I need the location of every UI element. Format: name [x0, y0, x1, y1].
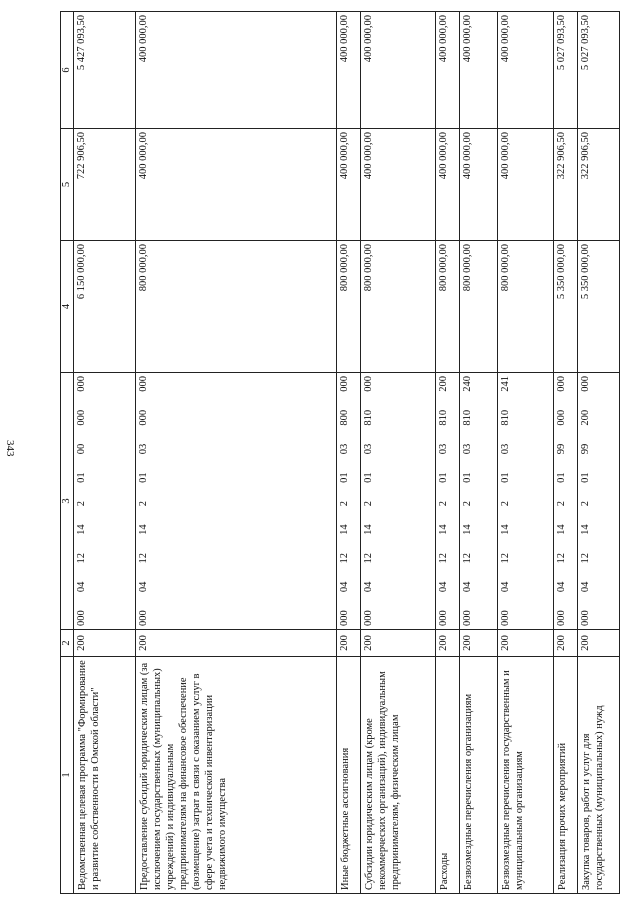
code-part: 000 [556, 409, 568, 426]
code-part: 000 [338, 376, 350, 392]
row-grbs: 200 [497, 630, 553, 657]
header-col-2: 2 [61, 630, 74, 657]
code-part: 03 [338, 443, 350, 455]
table-row [497, 12, 553, 894]
code-part: 14 [580, 524, 592, 535]
row-code [460, 373, 498, 630]
table-row [436, 12, 460, 894]
code-part: 2 [76, 501, 87, 507]
row-value-5: 400 000,00 [460, 129, 498, 241]
row-value-4: 800 000,00 [497, 241, 553, 373]
code-part: 01 [137, 472, 149, 483]
row-value-6: 400 000,00 [436, 12, 460, 129]
code-part: 04 [499, 581, 511, 593]
code-part: 2 [556, 501, 568, 507]
code-part: 810 [462, 409, 474, 426]
code-part: 01 [76, 472, 87, 483]
code-part: 03 [499, 443, 511, 455]
code-part: 800 [338, 409, 350, 426]
row-value-6: 5 027 093,50 [578, 12, 620, 129]
header-col-1: 1 [61, 657, 74, 894]
code-part: 810 [499, 409, 511, 426]
code-part: 000 [580, 610, 592, 626]
row-name: Иные бюджетные ассигнования [336, 657, 360, 894]
header-col-6: 6 [61, 12, 74, 129]
code-part: 04 [76, 581, 87, 593]
code-part: 12 [438, 553, 450, 564]
code-part: 000 [137, 610, 149, 626]
header-row [61, 12, 74, 894]
code-part: 12 [338, 553, 350, 564]
code-part: 2 [580, 501, 592, 507]
row-value-5: 400 000,00 [436, 129, 460, 241]
code-part: 000 [438, 610, 450, 626]
row-value-5: 400 000,00 [497, 129, 553, 241]
row-value-4: 800 000,00 [460, 241, 498, 373]
row-value-4: 800 000,00 [436, 241, 460, 373]
code-part: 04 [462, 581, 474, 593]
code-part: 14 [76, 524, 87, 535]
code-part: 241 [499, 376, 511, 392]
row-grbs: 200 [554, 630, 578, 657]
code-part: 04 [556, 581, 568, 593]
code-part: 12 [137, 553, 149, 564]
code-part: 000 [363, 376, 375, 392]
row-value-5: 400 000,00 [336, 129, 360, 241]
code-part: 01 [363, 472, 375, 483]
code-part: 14 [137, 524, 149, 535]
table-row [578, 12, 620, 894]
row-grbs: 200 [135, 630, 336, 657]
table-row [361, 12, 436, 894]
row-name: Закупка товаров, работ и услуг для государственных (муниципальных) нужд [578, 657, 620, 894]
row-value-6: 400 000,00 [460, 12, 498, 129]
code-part: 12 [499, 553, 511, 564]
code-part: 14 [499, 524, 511, 535]
code-part: 14 [462, 524, 474, 535]
row-grbs: 200 [578, 630, 620, 657]
code-part: 99 [556, 443, 568, 455]
row-grbs: 200 [74, 630, 136, 657]
row-grbs: 200 [460, 630, 498, 657]
code-part: 000 [580, 376, 592, 392]
code-part: 2 [438, 501, 450, 507]
row-value-6: 400 000,00 [361, 12, 436, 129]
code-part: 04 [580, 581, 592, 593]
code-part: 01 [438, 472, 450, 483]
code-part: 2 [462, 501, 474, 507]
row-code [554, 373, 578, 630]
row-name: Субсидии юридическим лицам (кроме некоммерческих организаций), индивидуальным предпринимателям, физическим лицам [361, 657, 436, 894]
code-part: 01 [580, 472, 592, 483]
code-part: 12 [580, 553, 592, 564]
row-grbs: 200 [436, 630, 460, 657]
code-part: 12 [363, 553, 375, 564]
code-part: 14 [556, 524, 568, 535]
code-part: 12 [76, 553, 87, 564]
row-value-6: 400 000,00 [336, 12, 360, 129]
header-col-5: 5 [61, 129, 74, 241]
code-part: 01 [499, 472, 511, 483]
row-value-4: 5 350 000,00 [554, 241, 578, 373]
code-part: 2 [338, 501, 350, 507]
budget-table [60, 11, 620, 894]
code-part: 03 [438, 443, 450, 455]
code-part: 000 [338, 610, 350, 626]
code-part: 000 [556, 610, 568, 626]
code-part: 000 [363, 610, 375, 626]
row-value-4: 5 350 000,00 [578, 241, 620, 373]
table-row [336, 12, 360, 894]
code-part: 14 [338, 524, 350, 535]
code-part: 04 [438, 581, 450, 593]
code-part: 000 [76, 409, 87, 426]
row-name: Реализация прочих мероприятий [554, 657, 578, 894]
row-value-6: 5 427 093,50 [74, 12, 136, 129]
code-part: 000 [76, 376, 87, 392]
code-part: 810 [438, 409, 450, 426]
code-part: 2 [363, 501, 375, 507]
row-value-5: 322 906,50 [554, 129, 578, 241]
code-part: 000 [556, 376, 568, 392]
code-part: 01 [338, 472, 350, 483]
code-part: 240 [462, 376, 474, 392]
row-code [436, 373, 460, 630]
code-part: 200 [438, 376, 450, 392]
row-value-5: 322 906,50 [578, 129, 620, 241]
row-code [361, 373, 436, 630]
row-value-4: 6 150 000,00 [74, 241, 136, 373]
row-value-5: 722 906,50 [74, 129, 136, 241]
code-part: 01 [462, 472, 474, 483]
row-grbs: 200 [361, 630, 436, 657]
row-value-4: 800 000,00 [135, 241, 336, 373]
row-code [578, 373, 620, 630]
code-part: 04 [137, 581, 149, 593]
code-part: 04 [363, 581, 375, 593]
header-col-4: 4 [61, 241, 74, 373]
code-part: 000 [76, 610, 87, 626]
code-part: 99 [580, 443, 592, 455]
code-part: 03 [137, 443, 149, 455]
code-part: 200 [580, 409, 592, 426]
row-name: Предоставление субсидий юридическим лицам (за исключением государственных (муниципальных) учреждений) и индивидуальным предпринимателям на финансовое обеспечение (возмещение) затрат в связи с оказанием услуг в сфере учета и технической инвентаризации недвижимого имущества [135, 657, 336, 894]
row-name: Ведомственная целевая программа "Формирование и развитие собственности в Омской области" [74, 657, 136, 894]
row-code [497, 373, 553, 630]
row-code [135, 373, 336, 630]
code-part: 01 [556, 472, 568, 483]
table-row [554, 12, 578, 894]
row-value-4: 800 000,00 [336, 241, 360, 373]
row-grbs: 200 [336, 630, 360, 657]
table-row [460, 12, 498, 894]
row-name: Безвозмездные перечисления государственным и муниципальным организациям [497, 657, 553, 894]
row-value-6: 400 000,00 [497, 12, 553, 129]
code-part: 000 [499, 610, 511, 626]
table-row [74, 12, 136, 894]
code-part: 03 [462, 443, 474, 455]
code-part: 2 [499, 501, 511, 507]
row-value-5: 400 000,00 [135, 129, 336, 241]
row-value-4: 800 000,00 [361, 241, 436, 373]
code-part: 00 [76, 443, 87, 455]
header-col-3: 3 [61, 373, 74, 630]
code-part: 12 [556, 553, 568, 564]
code-part: 04 [338, 581, 350, 593]
table-row [135, 12, 336, 894]
code-part: 12 [462, 553, 474, 564]
code-part: 14 [363, 524, 375, 535]
page-number: 343 [4, 440, 16, 457]
code-part: 000 [137, 376, 149, 392]
row-value-6: 5 027 093,50 [554, 12, 578, 129]
row-value-5: 400 000,00 [361, 129, 436, 241]
row-name: Безвозмездные перечисления организациям [460, 657, 498, 894]
code-part: 14 [438, 524, 450, 535]
row-name: Расходы [436, 657, 460, 894]
budget-table-rotated [60, 15, 620, 894]
row-value-6: 400 000,00 [135, 12, 336, 129]
code-part: 03 [363, 443, 375, 455]
row-code [336, 373, 360, 630]
row-code [74, 373, 136, 630]
code-part: 2 [137, 501, 149, 507]
code-part: 810 [363, 409, 375, 426]
code-part: 000 [137, 409, 149, 426]
code-part: 000 [462, 610, 474, 626]
